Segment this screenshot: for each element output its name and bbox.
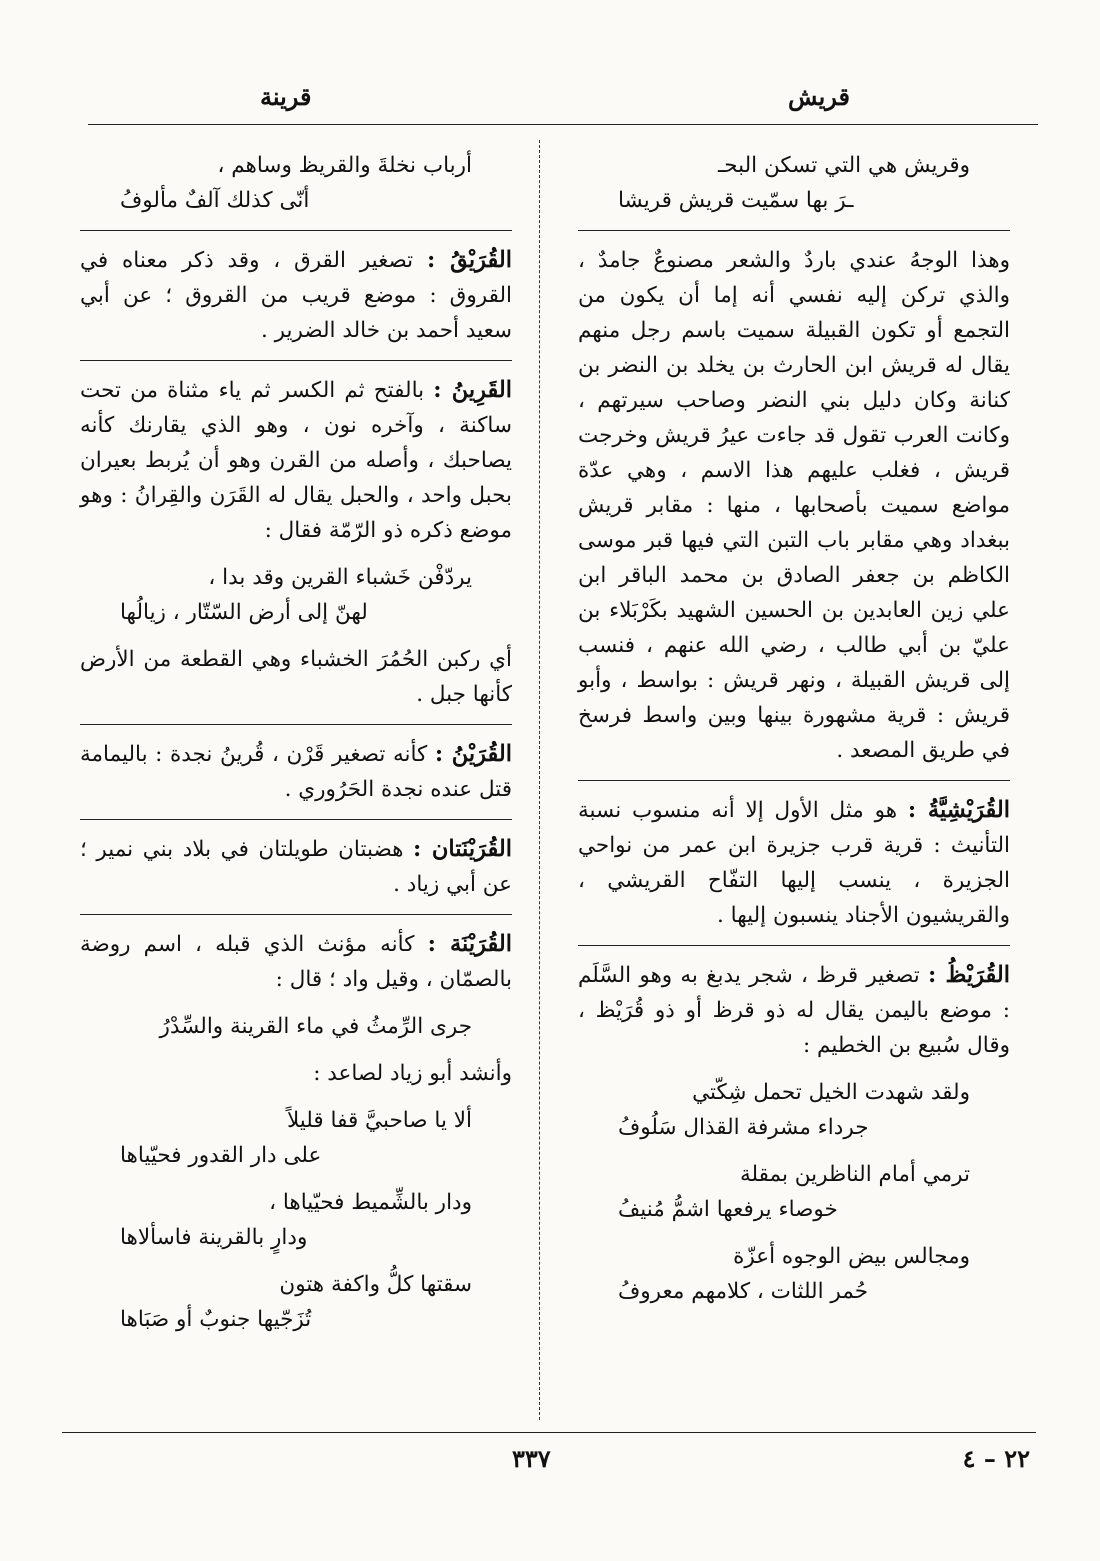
verse-hemistich-1: وقريش هي التي تسكن البحـ — [717, 153, 970, 178]
verse — [80, 560, 512, 630]
separator-rule — [578, 230, 1010, 231]
running-head-right: قريش — [788, 82, 850, 111]
verse — [80, 1103, 512, 1173]
paragraph-abu-ziyad: وأنشد أبو زياد لصاعد : — [313, 1061, 512, 1086]
entry-headword: القَرِينُ : — [433, 377, 512, 403]
separator-rule — [80, 230, 512, 231]
entry-qurayq — [80, 243, 512, 348]
entry-text: بالفتح ثم الكسر ثم ياء مثناة من تحت ساكنة ، وآخره نون ، وهو الذي يقارنك كأنه يصاحبك ، وأصله من القرن وهو أن يُربط بعيران بحبل واحد ، والحبل يقال له القَرَن والقِرانُ : وهو موضع ذكره ذو الرّمّة فقال : — [80, 378, 512, 543]
verse — [80, 148, 512, 218]
entry-text: هو مثل الأول إلا أنه منسوب نسبة التأنيث : قرية قرب جزيرة ابن عمر من نواحي الجزيرة ، ينسب إليها التفّاح القريشي ، والقريشيون الأجناد ينسبون إليها . — [578, 798, 1010, 928]
verse-hemistich-2: ودارٍ بالقرينة فاسألاها — [120, 1225, 308, 1250]
running-head-left: قرينة — [260, 82, 312, 111]
page-number: ٣٣٧ — [512, 1444, 551, 1473]
separator-rule — [578, 945, 1010, 946]
verse-hemistich-2: ـرَ بها سمّيت قريش قريشا — [618, 188, 854, 213]
verse-hemistich-1: ودار بالشِّميط فحيّياها ، — [269, 1190, 472, 1215]
column-divider — [539, 140, 540, 1420]
entry-qarin — [80, 373, 512, 548]
verse-hemistich-2: على دار القدور فحيّياها — [120, 1143, 322, 1168]
verse-hemistich-2: حُمر اللثات ، كلامهم معروفُ — [618, 1279, 869, 1304]
verse — [80, 1185, 512, 1255]
entry-headword: القُرَيْقُ : — [426, 247, 513, 273]
verse-hemistich-1: سقتها كلُّ واكفة هتون — [279, 1272, 472, 1297]
entry-text: هضبتان طويلتان في بلاد بني نمير ؛ عن أبي زياد . — [80, 837, 512, 897]
entry-headword: القُرَيْنُ : — [434, 741, 512, 767]
verse-hemistich-1: أرباب نخلةَ والقريظ وساهم ، — [217, 153, 472, 178]
verse-hemistich-1: ولقد شهدت الخيل تحمل شِكّتي — [692, 1080, 970, 1105]
verse — [578, 1157, 1010, 1227]
entry-text: كأنه تصغير قَرْن ، قُرينُ نجدة : باليمامة قتل عنده نجدة الحَرُوري . — [80, 742, 512, 802]
verse-hemistich-2: جرداء مشرفة القذال سَلُوفُ — [618, 1115, 869, 1140]
entry-headword: القُرَيْظُ : — [927, 962, 1010, 988]
entry-text: تصغير قرظ ، شجر يدبغ به وهو السَّلَم : موضع باليمن يقال له ذو قرظ أو ذو قُرَيْظ ، وقال سُبيع بن الخطيم : — [578, 963, 1010, 1058]
entry-qurayshiyya — [578, 793, 1010, 933]
verse-hemistich-1: جرى الرِّمثُ في ماء القرينة والسِّدْرُ — [159, 1014, 472, 1039]
paragraph-quraysh: وهذا الوجهُ عندي باردٌ والشعر مصنوعٌ جامدٌ ، والذي تركن إليه نفسي أنه إما أن يكون من التجمع أو تكون القبيلة سميت باسم رجل منهم يقال له قريش ابن الحارث بن يخلد بن النضر بن كنانة وكان دليل بني النضر وصاحب سيرتهم ، وكانت العرب تقول قد جاءت عيرُ قريش وخرجت قريش ، فغلب عليهم هذا الاسم ، وهي عدّة مواضع سميت بأصحابها ، منها : مقابر قريش ببغداد وهي مقابر باب التبن التي فيها قبر موسى الكاظم بن جعفر الصادق بن محمد الباقر ابن علي زين العابدين بن الحسين الشهيد بكَرْبَلاء بن عليّ بن أبي طالب ، رضي الله عنهم ، فنسب إلى قريش القبيلة ، ونهر قريش : بواسط ، وأبو قريش : قرية مشهورة بينها وبين واسط فرسخ في طريق المصعد . — [578, 248, 1010, 763]
paragraph-explanation: أي ركبن الحُمُرَ الخشباء وهي القطعة من الأرض كأنها جبل . — [80, 647, 512, 707]
verse-hemistich-2: أنّى كذلك آلفٌ مألوفُ — [120, 188, 310, 213]
verse — [80, 1009, 512, 1044]
top-rule — [88, 124, 1038, 125]
separator-rule — [80, 914, 512, 915]
separator-rule — [80, 360, 512, 361]
signature-mark: ٢٢ – ٤ — [962, 1444, 1030, 1473]
separator-rule — [80, 724, 512, 725]
verse-hemistich-2: تُزَجّيها جنوبٌ أو صَبَاها — [120, 1307, 312, 1332]
entry-qurayn — [80, 737, 512, 807]
separator-rule — [80, 819, 512, 820]
running-head — [0, 78, 1100, 118]
verse — [578, 148, 1010, 218]
left-column — [80, 142, 512, 1349]
separator-rule — [578, 780, 1010, 781]
verse-hemistich-1: ترمي أمام الناظرين بمقلة — [740, 1162, 970, 1187]
verse-hemistich-1: يردّفْن خَشباء القرين وقد بدا ، — [208, 565, 472, 590]
entry-qurayz — [578, 958, 1010, 1063]
entry-text: تصغير القرق ، وقد ذكر معناه في القروق : موضع قريب من القروق ؛ عن أبي سعيد أحمد بن خالد الضرير . — [80, 248, 512, 343]
entry-qurayna — [80, 927, 512, 997]
entry-text: كأنه مؤنث الذي قبله ، اسم روضة بالصمّان ، وقيل واد ؛ قال : — [80, 932, 512, 992]
bottom-rule — [62, 1432, 1036, 1433]
verse-hemistich-1: ألا يا صاحبيَّ قفا قليلاً — [286, 1108, 472, 1133]
verse-hemistich-2: خوصاء يرفعها اشمُّ مُنيفُ — [618, 1197, 838, 1222]
entry-headword: القُرَيْنَتان : — [413, 836, 512, 862]
verse-hemistich-1: ومجالس بيض الوجوه أعزّة — [733, 1244, 970, 1269]
right-column — [578, 142, 1010, 1321]
entry-headword: القُرَيْشِيَّةُ : — [907, 797, 1010, 823]
verse — [578, 1239, 1010, 1309]
verse — [578, 1075, 1010, 1145]
entry-qurayntan — [80, 832, 512, 902]
verse-hemistich-2: لهنّ إلى أرض السّتّار ، زيالُها — [120, 600, 368, 625]
entry-headword: القُرَيْنَة : — [427, 931, 512, 957]
verse — [80, 1267, 512, 1337]
